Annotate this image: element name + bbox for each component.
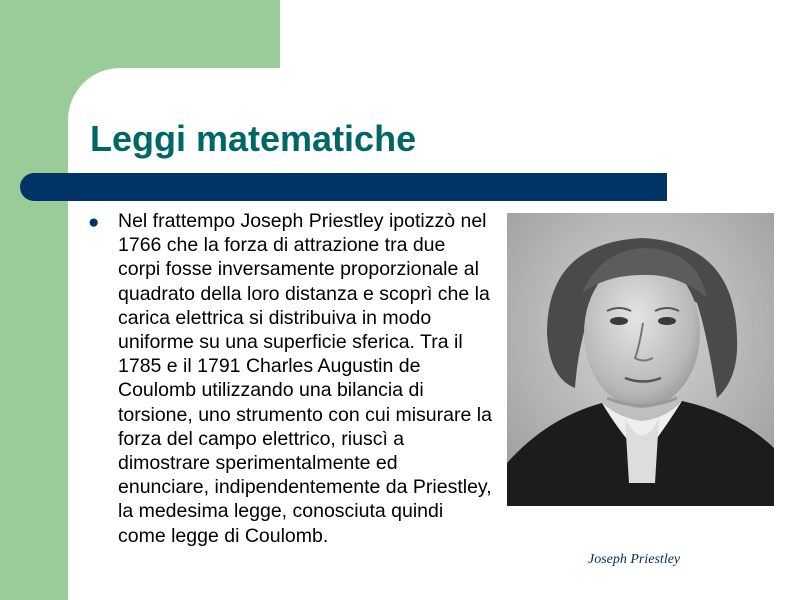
bullet-dot-icon: ● [88,212,100,233]
title-underline-bar [20,173,667,201]
portrait-image [507,213,774,506]
image-caption: Joseph Priestley [588,552,681,567]
body-paragraph: Nel frattempo Joseph Priestley ipotizzò nel 1766 che la forza di attrazione tra due corpi fosse inversamente proporzionale al quadrato della loro distanza e scoprì che la carica elettrica si distribuiva in modo uniforme su una superficie sferica. Tra il 1785 e il 1791 Charles Augustin de Coulomb utilizzando una bilancia di torsione, uno strumento con cui misurare la forza del campo elettrico, riuscì a dimostrare sperimentalmente ed enunciare, indipendentemente da Priestley, la medesima legge, conosciuta quindi come legge di Coulomb. [118,210,492,547]
slide-title: Leggi matematiche [90,118,417,159]
